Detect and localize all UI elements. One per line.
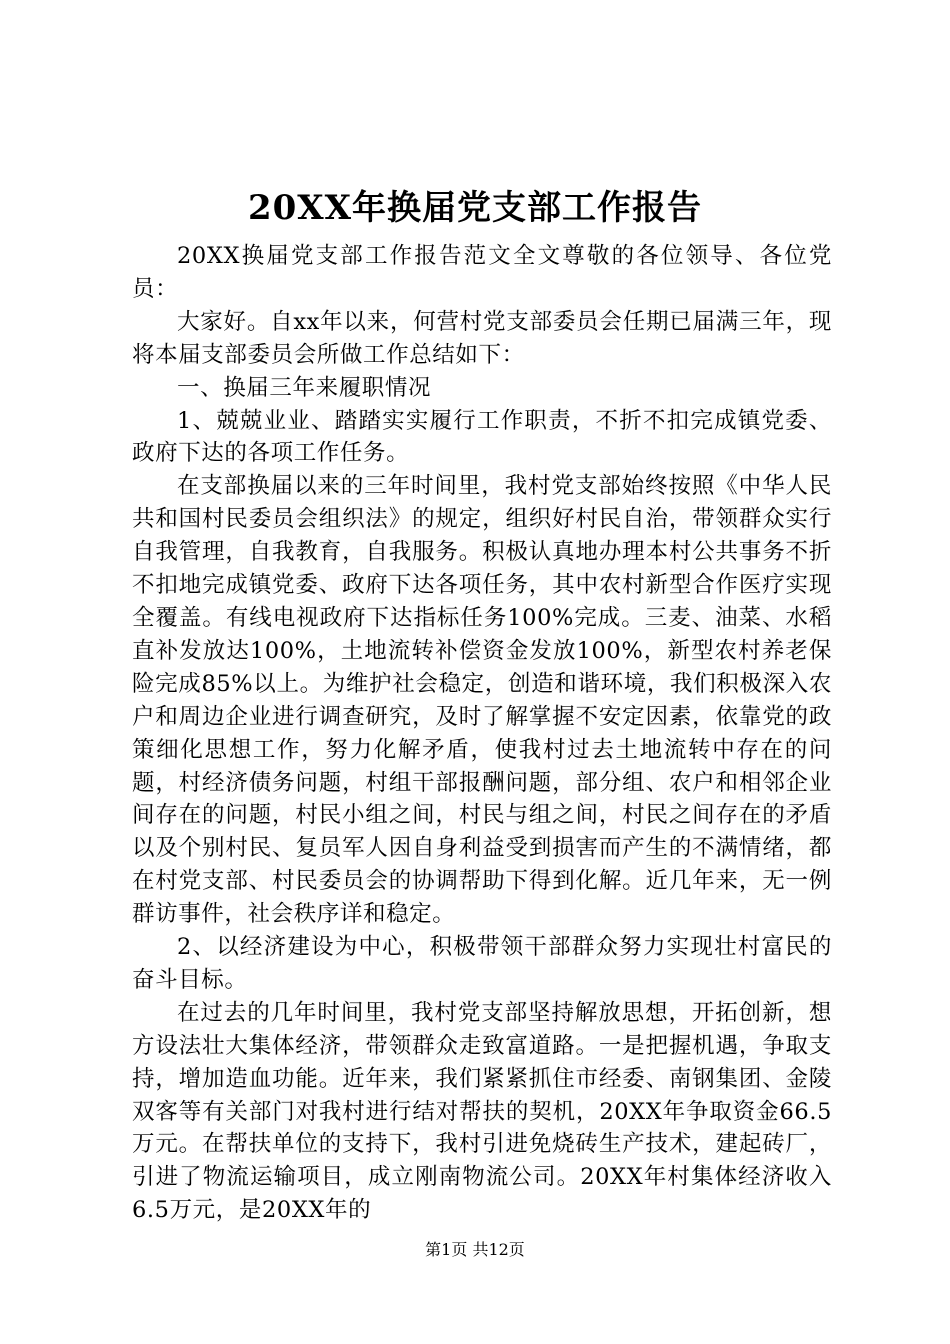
page-footer: 第1页 共12页 (425, 1240, 525, 1259)
section-heading: 一、换届三年来履职情况 (177, 374, 432, 401)
document-title: 20XX年换届党支部工作报告 (247, 188, 703, 228)
item-heading-1: 1、兢兢业业、踏踏实实履行工作职责，不折不扣完成镇党委、政府下达的各项工作任务。 (132, 407, 832, 467)
document-body (132, 240, 832, 1227)
body-paragraph: 在支部换届以来的三年时间里，我村党支部始终按照《中华人民共和国村民委员会组织法》的规定，组织好村民自治，带领群众实行自我管理，自我教育，自我服务。积极认真地办理本村公共事务不折不扣地完成镇党委、政府下达各项任务，其中农村新型合作医疗实现全覆盖。有线电视政府下达指标任务100%完成。三麦、油菜、水稻直补发放达100%，土地流转补偿资金发放100%，新型农村养老保险完成85%以上。为维护社会稳定，创造和谐环境，我们积极深入农户和周边企业进行调查研究，及时了解掌握不安定因素，依靠党的政策细化思想工作，努力化解矛盾，使我村过去土地流转中存在的问题，村经济债务问题，村组干部报酬问题，部分组、农户和相邻企业间存在的问题，村民小组之间，村民与组之间，村民之间存在的矛盾以及个别村民、复员军人因自身利益受到损害而产生的不满情绪，都在村党支部、村民委员会的协调帮助下得到化解。近几年来，无一例群访事件，社会秩序详和稳定。 (132, 473, 832, 928)
body-paragraph: 在过去的几年时间里，我村党支部坚持解放思想，开拓创新，想方设法壮大集体经济，带领群众走致富道路。一是把握机遇，争取支持，增加造血功能。近年来，我们紧紧抓住市经委、南钢集团、金陵双客等有关部门对我村进行结对帮扶的契机，20XX年争取资金66.5万元。在帮扶单位的支持下，我村引进免烧砖生产技术，建起砖厂，引进了物流运输项目，成立刚南物流公司。20XX年村集体经济收入6.5万元，是20XX年的 (132, 999, 832, 1224)
salutation-paragraph: 20XX换届党支部工作报告范文全文尊敬的各位领导、各位党员： (132, 243, 832, 302)
intro-paragraph: 大家好。自xx年以来，何营村党支部委员会任期已届满三年，现将本届支部委员会所做工作总结如下： (132, 308, 832, 368)
item-heading-2: 2、以经济建设为中心，积极带领干部群众努力实现壮村富民的奋斗目标。 (132, 934, 832, 993)
